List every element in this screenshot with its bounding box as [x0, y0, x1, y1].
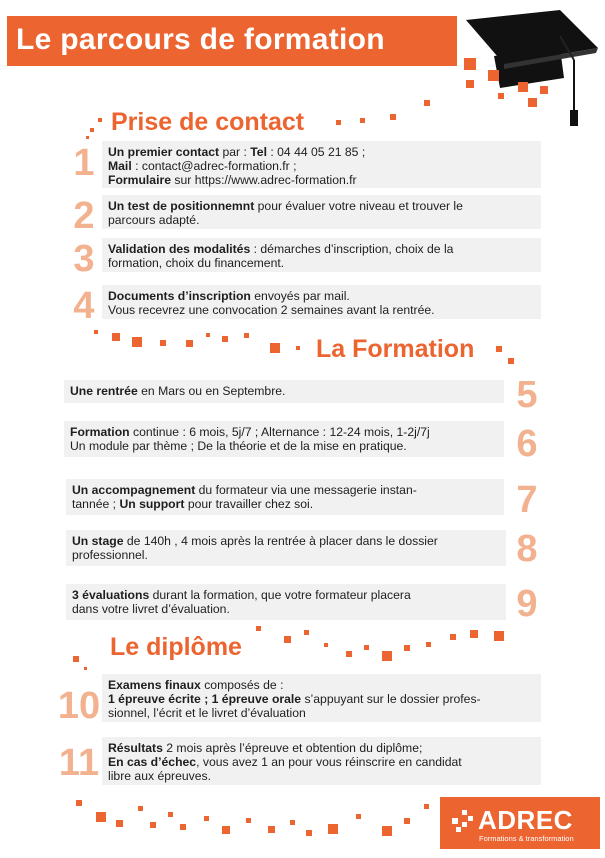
step-line: [108, 741, 535, 755]
step-text: pour travailler chez soi.: [184, 497, 314, 511]
step-text: continue : 6 mois, 5j/7 ; Alternance : 12-24 mois, 1-2j/7j: [129, 425, 430, 439]
section-title-contact: Prise de contact: [111, 108, 305, 136]
decor-square: [246, 818, 251, 823]
step-box-7: [66, 479, 504, 515]
step-number: 8: [516, 528, 538, 570]
step-text: de 140h , 4 mois après la rentrée à placer dans le dossier: [123, 534, 438, 548]
decor-square: [498, 93, 504, 99]
step-text: s’appuyant sur le dossier profes-: [301, 692, 481, 706]
decor-square: [494, 631, 504, 641]
decor-square: [90, 128, 94, 132]
decor-square: [116, 820, 123, 827]
step-text: envoyés par mail.: [250, 289, 350, 303]
step-line: [72, 548, 500, 562]
decor-square: [268, 826, 275, 833]
step-line: [108, 199, 535, 213]
step-line: [70, 384, 498, 398]
step-line: [72, 497, 498, 511]
step-text-bold: Examens finaux: [108, 678, 201, 692]
step-text-bold: Un test de positionnemnt: [108, 199, 255, 213]
decor-square: [98, 118, 102, 122]
step-number: 3: [73, 238, 95, 280]
step-line: [108, 678, 535, 692]
step-text-bold: 1 épreuve écrite ; 1 épreuve orale: [108, 692, 302, 706]
step-number: 2: [73, 195, 95, 237]
decor-square: [84, 667, 87, 670]
decor-square: [150, 822, 156, 828]
decor-square: [426, 642, 431, 647]
step-line: [72, 483, 498, 497]
step-line: [70, 425, 498, 439]
step-line: [108, 173, 535, 187]
logo-brand: ADREC: [478, 805, 573, 835]
decor-square: [450, 634, 456, 640]
decor-square: [206, 333, 210, 337]
decor-square: [94, 330, 98, 334]
decor-square: [284, 636, 291, 643]
step-line: [108, 213, 535, 227]
decor-square: [356, 814, 361, 819]
step-number: 1: [73, 142, 95, 184]
step-text: formation, choix du financement.: [108, 256, 285, 270]
step-number: 9: [516, 583, 538, 625]
decor-square: [168, 812, 173, 817]
decor-square: [73, 656, 79, 662]
decor-square: [256, 626, 261, 631]
step-box-4: [102, 285, 541, 319]
decor-square: [518, 82, 528, 92]
step-text: durant la formation, que votre formateur placera: [149, 588, 411, 602]
step-text: libre aux épreuves.: [108, 769, 211, 783]
step-line: [108, 289, 535, 303]
logo-tagline: Formations & transformation: [479, 834, 574, 843]
decor-square: [296, 346, 300, 350]
step-text-bold: En cas d’échec: [108, 755, 197, 769]
step-text: 2 mois après l’épreuve et obtention du diplôme;: [162, 741, 423, 755]
step-text: Un module par thème ; De la théorie et de la mise en pratique.: [70, 439, 407, 453]
step-text-bold: Formulaire: [108, 173, 171, 187]
step-number: 10: [57, 685, 101, 727]
step-line: [72, 534, 500, 548]
step-text-bold: 3 évaluations: [72, 588, 150, 602]
logo-arrow-icon: [450, 808, 478, 834]
decor-square: [488, 70, 499, 81]
section-title-diplome: Le diplôme: [110, 633, 242, 661]
decor-square: [424, 804, 429, 809]
step-line: [108, 692, 535, 706]
step-line: [108, 303, 535, 317]
decor-square: [528, 98, 537, 107]
decor-square: [328, 824, 338, 834]
decor-square: [466, 80, 474, 88]
step-text-bold: Résultats: [108, 741, 163, 755]
step-box-9: [66, 584, 506, 620]
step-text: Vous recevrez une convocation 2 semaines avant la rentrée.: [108, 303, 435, 317]
decor-square: [290, 820, 295, 825]
step-text: tannée ;: [72, 497, 120, 511]
decor-square: [222, 336, 228, 342]
step-line: [72, 602, 500, 616]
graduation-cap-icon: [460, 6, 600, 130]
step-box-3: [102, 238, 541, 272]
step-text: du formateur via une messagerie instan-: [195, 483, 417, 497]
step-text: , vous avez 1 an pour vous réinscrire en candidat: [196, 755, 462, 769]
section-title-formation: La Formation: [316, 335, 475, 363]
decor-square: [496, 346, 502, 352]
step-text: pour évaluer votre niveau et trouver le: [254, 199, 463, 213]
decor-square: [86, 136, 89, 139]
step-text-bold: Un premier contact: [108, 145, 220, 159]
decor-square: [180, 824, 186, 830]
step-text: sionnel, l’écrit et le livret d’évaluation: [108, 706, 306, 720]
step-text-bold: Tel: [250, 145, 267, 159]
step-line: [70, 439, 498, 453]
decor-square: [464, 58, 476, 70]
decor-square: [346, 651, 352, 657]
decor-square: [304, 630, 309, 635]
decor-square: [382, 826, 392, 836]
step-line: [108, 145, 535, 159]
step-text-bold: Un stage: [72, 534, 124, 548]
decor-square: [382, 651, 392, 661]
step-text: : contact@adrec-formation.fr ;: [131, 159, 297, 173]
decor-square: [76, 800, 82, 806]
step-line: [108, 755, 535, 769]
step-text-bold: Mail: [108, 159, 132, 173]
decor-square: [96, 812, 106, 822]
step-box-11: [102, 737, 541, 785]
decor-square: [540, 86, 548, 94]
decor-square: [306, 830, 312, 836]
decor-square: [204, 816, 209, 821]
step-text-bold: Formation: [70, 425, 130, 439]
step-line: [108, 706, 535, 720]
decor-square: [404, 645, 410, 651]
step-text: sur https://www.adrec-formation.fr: [171, 173, 357, 187]
decor-square: [270, 343, 280, 353]
step-line: [108, 159, 535, 173]
decor-square: [186, 340, 193, 347]
decor-square: [508, 358, 514, 364]
step-box-8: [66, 530, 506, 566]
step-number: 7: [516, 479, 538, 521]
step-number: 4: [73, 285, 95, 327]
step-text-bold: Un accompagnement: [72, 483, 196, 497]
decor-square: [360, 118, 365, 123]
decor-square: [244, 333, 249, 338]
decor-square: [138, 806, 143, 811]
step-box-5: [64, 380, 504, 403]
step-text-bold: Validation des modalités: [108, 242, 251, 256]
decor-square: [324, 643, 328, 647]
decor-square: [390, 114, 396, 120]
step-number: 5: [516, 374, 538, 416]
step-box-6: [64, 421, 504, 457]
step-text: parcours adapté.: [108, 213, 200, 227]
decor-square: [160, 340, 166, 346]
step-text: : 04 44 05 21 85 ;: [266, 145, 366, 159]
step-text-bold: Un support: [119, 497, 185, 511]
step-box-1: [102, 141, 541, 188]
decor-square: [112, 333, 120, 341]
step-text: : démarches d’inscription, choix de la: [250, 242, 454, 256]
step-text-bold: Une rentrée: [70, 384, 138, 398]
step-box-2: [102, 195, 541, 229]
step-text: composés de :: [200, 678, 284, 692]
step-text: dans votre livret d’évaluation.: [72, 602, 230, 616]
step-number: 6: [516, 423, 538, 465]
step-line: [72, 588, 500, 602]
step-box-10: [102, 674, 541, 722]
step-text: en Mars ou en Septembre.: [137, 384, 286, 398]
step-number: 11: [58, 742, 100, 784]
step-line: [108, 242, 535, 256]
page-title: Le parcours de formation: [16, 23, 385, 56]
decor-square: [470, 630, 478, 638]
decor-square: [404, 818, 410, 824]
decor-square: [424, 100, 430, 106]
step-text-bold: Documents d’inscription: [108, 289, 251, 303]
decor-square: [132, 337, 142, 347]
step-text: professionnel.: [72, 548, 148, 562]
decor-square: [222, 826, 230, 834]
step-line: [108, 769, 535, 783]
step-text: par :: [219, 145, 251, 159]
decor-square: [336, 120, 341, 125]
step-line: [108, 256, 535, 270]
decor-square: [364, 645, 369, 650]
